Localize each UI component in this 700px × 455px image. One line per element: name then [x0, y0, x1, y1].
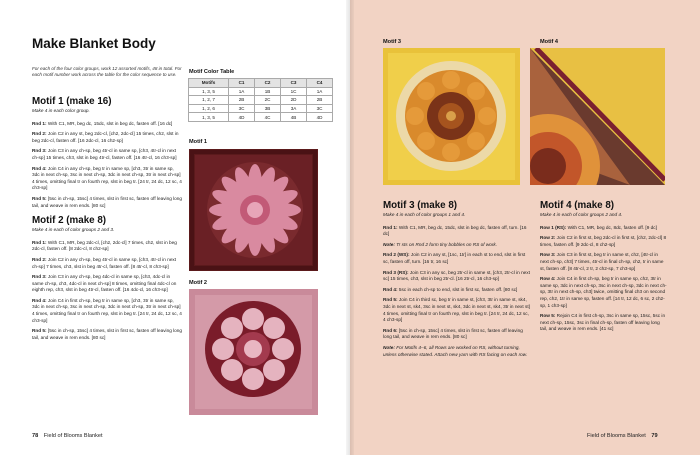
round-label: Rnd 2:	[32, 131, 47, 137]
motif3-round	[383, 287, 531, 294]
round-label: Rnd 2:	[32, 256, 47, 262]
table-cell: 4D	[229, 113, 255, 122]
round-label: Rnd 3:	[32, 148, 47, 154]
right-footer-title: Field of Blooms Blanket	[587, 433, 646, 439]
motif1-round	[32, 121, 182, 128]
left-page-number: 78	[32, 433, 39, 439]
table-header-cell: C3	[281, 79, 307, 88]
left-footer	[32, 433, 103, 439]
round-text: Join C4 in any ch-sp, beg tr in same sp, [ch3, 3tr in same sp, 3dc in next ch-sp, 3sc in next ch-sp, 3dc in next ch-sp, 3tr in next ch-sp] 4 times, omitting final tr on fourth rep, slst in beg tr. [24 tr, 24 dc, 12 sc, 4 ch3-sp]	[32, 165, 182, 191]
color-table-caption: Motif Color Table	[189, 69, 235, 75]
table-header-row	[189, 79, 333, 88]
round-text: Join C4 in first ch-sp, beg tr in same sp, [ch3, 3tr in same sp, 3dc in next ch-sp, 3sc in next ch-sp, 3dc in next ch-sp, 3tr in next ch-sp] 4 times, omitting final tr on fourth rep, slst in beg tr. [24 tr, 24 dc, 12 sc, 4 ch3-sp]	[32, 297, 182, 323]
table-cell: 2B	[307, 96, 333, 105]
round-text: With C1, MR, beg dc, 8dc, fasten off. [9 dc]	[566, 224, 657, 230]
round-text: Join C2 in any st, beg 2dc-cl, [ch2, 2dc-cl] 15 times, ch2, slst in beg 2dc-cl, fasten off. [16 2dc-cl, 16 ch2-sp]	[32, 131, 179, 143]
table-cell: 3B	[255, 104, 281, 113]
motif3-round	[383, 345, 531, 358]
motif4-round	[540, 313, 668, 333]
table-row	[189, 87, 333, 96]
round-label: Rnd 1:	[32, 120, 47, 126]
motif4-round	[540, 252, 668, 272]
motif1-subheading: Make 4 in each color group.	[32, 108, 90, 113]
motif3-round	[383, 297, 531, 323]
round-label: Rnd 5:	[32, 195, 47, 201]
round-label: Rnd 5:	[383, 297, 398, 303]
motif4-heading: Motif 4 (make 8)	[540, 200, 615, 211]
left-footer-title: Field of Blooms Blanket	[43, 433, 103, 439]
table-cell: 1, 3, 5	[189, 87, 229, 96]
table-header-cell: C2	[255, 79, 281, 88]
motif3-round	[383, 328, 531, 341]
motif4-subheading: Make 4 in each of color groups 2 and 4.	[540, 212, 623, 217]
page-title: Make Blanket Body	[32, 36, 156, 51]
right-page-number: 79	[651, 433, 658, 439]
motif2-round	[32, 328, 182, 341]
round-text: [5sc in ch-sp, 15sc] 4 times, slst in first sc, fasten off leaving long tail, and weave in rem ends. [80 sc]	[32, 195, 182, 208]
book-gutter	[346, 0, 354, 455]
table-cell: 2D	[281, 96, 307, 105]
round-text: Join C2 in first st, beg 2dc-cl in first st, [ch2, 2dc-cl] 8 times, fasten off. [9 2dc-cl, 8 ch2-sp]	[540, 235, 667, 247]
right-footer	[587, 433, 658, 439]
round-text: Join C2 in any ch-sp, beg 4tr-cl in same sp, [ch3, 4tr-cl in next ch-sp] 7 times, ch3, slst in beg 4tr-cl, fasten off. [8 4tr-cl, 8 ch3-sp]	[32, 256, 177, 269]
table-header-cell: Motifs	[189, 79, 229, 88]
round-text: [5sc in ch-sp, 15sc] 4 times, slst in first sc, fasten off leaving long tail, and weave in rem ends. [80 sc]	[383, 327, 523, 340]
round-label: Rnd 6:	[383, 327, 398, 333]
round-text: [5sc in ch-sp, 15sc] 4 times, slst in first sc, fasten off leaving long tail, and weave in rem ends. [80 sc]	[32, 328, 182, 340]
motif3-round	[383, 252, 531, 265]
round-label: Rnd 2 (WS):	[383, 252, 410, 258]
round-text: With C1, MR, beg 2dc-cl, [ch2, 2dc-cl] 7 times, ch2, slst in beg 2dc-cl, fasten off. [8 2dc-cl, 8 ch2-sp]	[32, 239, 177, 252]
table-cell: 4B	[281, 113, 307, 122]
motif4-round	[540, 225, 668, 232]
table-header-cell: C1	[229, 79, 255, 88]
round-label: Note:	[383, 344, 395, 350]
round-label: Row 2:	[540, 235, 556, 241]
left-instructions-column	[32, 96, 182, 345]
motif2-round	[32, 240, 182, 253]
table-cell: 3C	[307, 104, 333, 113]
table-cell: 2C	[255, 96, 281, 105]
motif2-round	[32, 274, 182, 294]
motif1-photo	[189, 149, 318, 271]
motif2-round	[32, 298, 182, 324]
motif2-round	[32, 257, 182, 270]
table-cell: 1B	[255, 87, 281, 96]
round-label: Rnd 4:	[32, 297, 47, 303]
table-row	[189, 113, 333, 122]
round-label: Rnd 1:	[32, 239, 47, 245]
table-row	[189, 96, 333, 105]
motif2-photo	[189, 289, 318, 415]
round-label: Note:	[383, 241, 395, 247]
motif4-photo-label: Motif 4	[540, 39, 559, 45]
motif1-photo-label: Motif 1	[189, 139, 208, 145]
table-cell: 1, 3, 5	[189, 113, 229, 122]
round-label: Rnd 3:	[32, 274, 47, 280]
round-text: For Motifs 4–6, all Rows are worked on RS, without turning, unless otherwise stated. Attach new yarn with RS facing on each row.	[383, 344, 528, 357]
motif2-photo-label: Motif 2	[189, 280, 208, 286]
motif1-round	[32, 196, 182, 209]
motif3-round	[383, 242, 531, 249]
motif3-rounds	[383, 225, 531, 359]
round-text: Join C4 in third sc, beg tr in same st, [ch3, 3tr in same st, sk4, 3dc in next st, sk4, 3sc in next st, sk4, 3dc in next st, sk4, 3tr in next st] 4 times, omitting final tr on fourth rep, slst in beg tr. [24 tr, 24 dc, 12 sc, 4 ch3-sp]	[383, 297, 530, 323]
round-label: Row 3:	[540, 252, 556, 258]
round-text: Join C3 in any sc, beg 2tr-cl in same st, [ch3, 2tr-cl in next sc] 15 times, ch3, slst in beg 2tr-cl. [16 2tr-cl, 16 ch3-sp]	[383, 269, 530, 282]
motif3-heading: Motif 3 (make 8)	[383, 200, 458, 211]
motif4-photo	[530, 48, 665, 185]
intro-note: For each of the four color groups, work 12 assorted motifs, 48 in total. For each motif number work across the table for the color sequence to use.	[32, 66, 182, 78]
round-text: Rejoin C4 in first ch-sp, 3sc in same sp, 15sc, 5sc in next ch-sp, 15sc, 3sc in final ch-sp, fasten off leaving long tail, and weave in rem ends. [41 sc]	[540, 313, 666, 332]
round-label: Row 1 (RS):	[540, 224, 567, 230]
motif4-round	[540, 276, 668, 309]
motif3-round	[383, 225, 531, 238]
table-cell: 1A	[307, 87, 333, 96]
round-text: 5sc in each ch-sp to end, slst in first sc, fasten off. [80 sc]	[397, 286, 518, 292]
table-cell: 3A	[281, 104, 307, 113]
motif2-rounds	[32, 240, 182, 342]
motif3-round	[383, 270, 531, 283]
round-text: Join C3 in any ch-sp, beg 4dc-cl in same sp, [ch3, 4dc-cl in same ch-sp, ch3, 4dc-cl in next ch-sp] 8 times, omitting final 4dc-cl on eighth rep, ch3, slst in beg 4tr-cl, fasten off. [16 4dc-cl, 16 ch3-sp]	[32, 274, 177, 293]
round-text: With C1, MR, beg dc, 15dc, slst in beg dc, fasten off. [16 dc]	[46, 120, 173, 126]
round-text: Join C3 in any ch-sp, beg 4tr-cl in same sp, [ch3, 4tr-cl in next ch-sp] 15 times, ch3, slst in beg 4tr-cl, fasten off. [16 4tr-cl, 16 ch3-sp]	[32, 148, 177, 160]
table-cell: 2B	[229, 96, 255, 105]
motif3-photo	[383, 48, 520, 185]
motif2-subheading: Make 4 in each of color groups 2 and 3.	[32, 227, 115, 233]
round-text: Tr sts on Rnd 2 form tiny bobbles on RS of work.	[394, 241, 498, 247]
table-cell: 1, 2, 7	[189, 96, 229, 105]
table-cell: 1, 2, 6	[189, 104, 229, 113]
table-cell: 4D	[307, 113, 333, 122]
motif3-subheading: Make 4 in each of color groups 1 and 4.	[383, 212, 466, 217]
motif1-round	[32, 131, 182, 144]
motif4-rounds	[540, 225, 668, 333]
round-text: Join C4 in first ch-sp, beg tr in same sp, ch2, 3tr in same sp, 3dc in next ch-sp, 3sc in next ch-sp, 3dc in next ch-sp, 3tr in next ch-sp, ch3] twice, omitting final ch3 on second rep, ch2, 1tr in same sp, fasten off. [14 tr, 12 dc, 6 sc, 2 ch2-sp, 1 ch3-sp]	[540, 276, 667, 308]
motif3-photo-label: Motif 3	[383, 39, 402, 45]
motif1-round	[32, 148, 182, 161]
motif2-heading: Motif 2 (make 8)	[32, 215, 107, 227]
table-cell: 4C	[255, 113, 281, 122]
round-label: Rnd 4:	[383, 286, 398, 292]
table-header-cell: C4	[307, 79, 333, 88]
table-cell: 3C	[229, 104, 255, 113]
round-label: Row 4:	[540, 276, 556, 282]
motif4-round	[540, 235, 668, 248]
round-text: With C1, MR, beg dc, 15dc, slst in beg dc, fasten off, turn. [16 dc]	[383, 224, 527, 237]
table-row	[189, 104, 333, 113]
motif1-rounds	[32, 121, 182, 210]
table-cell: 1A	[229, 87, 255, 96]
round-label: Rnd 4:	[32, 165, 47, 171]
motif-color-table	[188, 78, 333, 122]
motif1-round	[32, 166, 182, 192]
round-label: Rnd 1:	[383, 224, 398, 230]
round-label: Rnd 5:	[32, 328, 47, 334]
round-text: Join C3 in first st, beg tr in same st, ch2, [4tr-cl in next ch-sp, ch3] 7 times, 4tr-cl in final ch-sp, ch2, tr in same st, fasten off. [8 4tr-cl, 2 tr, 2 ch2-sp, 7 ch3-sp]	[540, 252, 664, 271]
round-text: Join C2 in any st, [1sc, 1tr] in each st to end, slst in first sc, fasten off, turn. [16 tr, 16 sc]	[383, 252, 526, 264]
motif3-instructions-column	[383, 200, 531, 362]
round-label: Rnd 3 (RS):	[383, 269, 409, 275]
motif1-heading: Motif 1 (make 16)	[32, 96, 112, 107]
table-cell: 1C	[281, 87, 307, 96]
round-label: Row 5:	[540, 313, 556, 319]
motif4-instructions-column	[540, 200, 668, 337]
